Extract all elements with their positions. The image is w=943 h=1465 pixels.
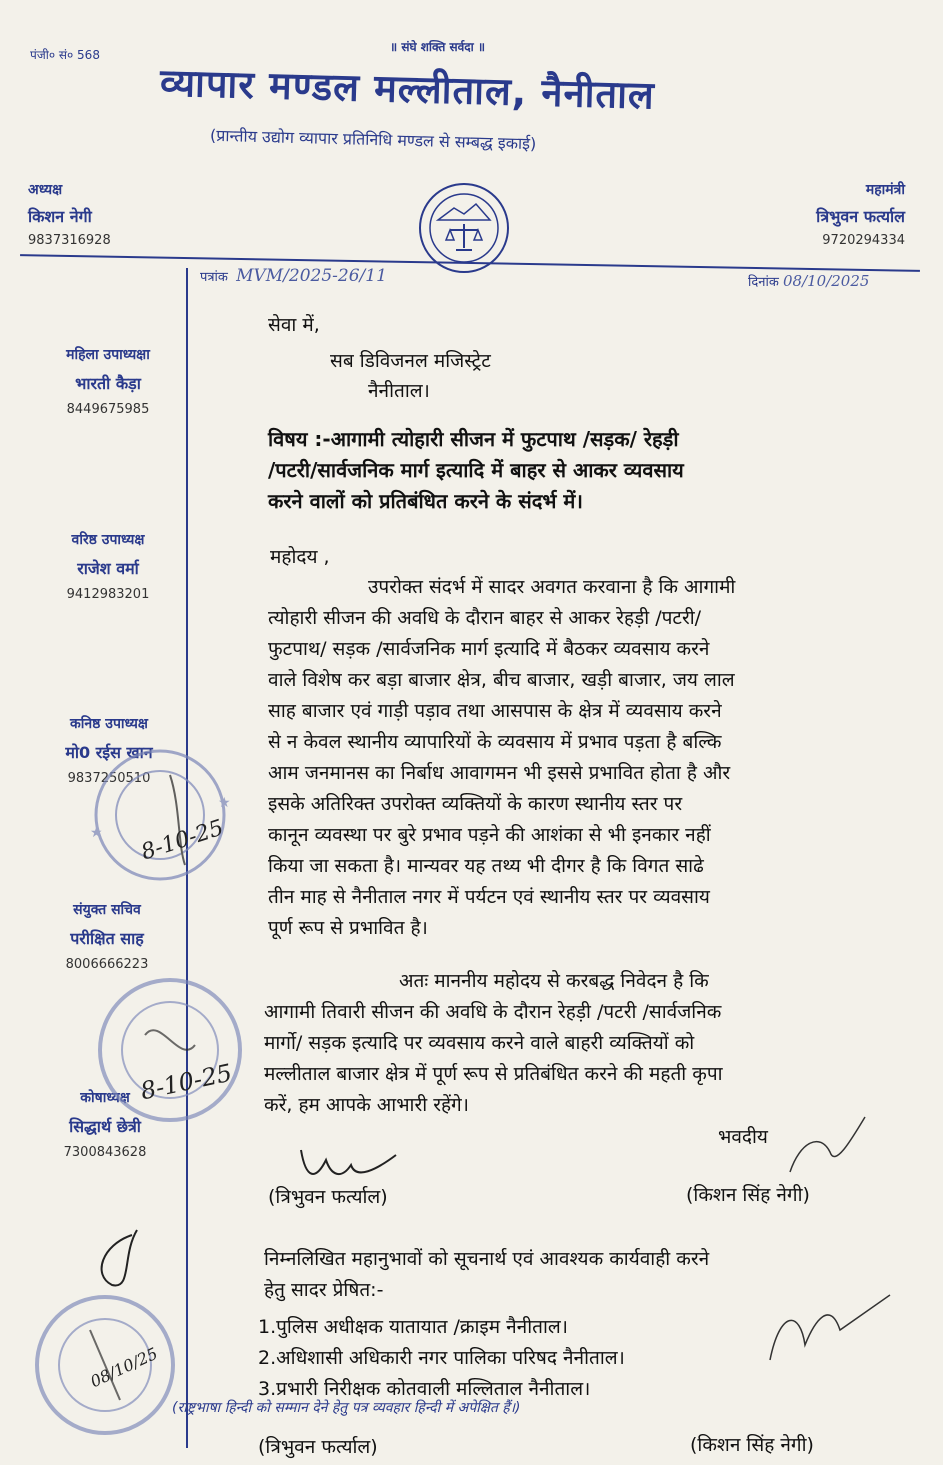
cc-intro-line: निम्नलिखित महानुभावों को सूचनार्थ एवं आवश्यक कार्यवाही करने bbox=[264, 1248, 710, 1270]
member-title: संयुक्त सचिव bbox=[73, 902, 141, 918]
para-line: मार्गो/ सड़क इत्यादि पर व्यवसाय करने वाले बाहरी व्यक्तियों को bbox=[264, 1032, 695, 1054]
para-line: मल्लीताल बाजार क्षेत्र में पूर्ण रूप से प्रतिबंधित करने की महती कृपा bbox=[264, 1063, 723, 1085]
president-phone: 9837316928 bbox=[28, 233, 111, 248]
subject-line: करने वालों को प्रतिबंधित करने के संदर्भ में। bbox=[268, 489, 583, 513]
member-name: भारती कैड़ा bbox=[75, 374, 141, 393]
para-line: आगामी तिवारी सीजन की अवधि के दौरान रेहड़ी /पटरी /सार्वजनिक bbox=[264, 1001, 722, 1023]
member-phone: 8449675985 bbox=[66, 402, 150, 417]
cc-intro-line: हेतु सादर प्रेषित:- bbox=[264, 1279, 384, 1301]
member-name: सिद्धार्थ छेत्री bbox=[69, 1117, 141, 1136]
president-title: अध्यक्ष bbox=[28, 182, 63, 198]
svg-text:★: ★ bbox=[90, 825, 103, 841]
para-line: किया जा सकता है। मान्यवर यह तथ्य भी दीगर है कि विगत साढे bbox=[268, 855, 704, 877]
member-phone: 8006666223 bbox=[65, 957, 149, 972]
member-phone: 9412983201 bbox=[66, 587, 150, 602]
para-line: पूर्ण रूप से प्रभावित है। bbox=[268, 917, 428, 939]
motto: ॥ संघे शक्ति सर्वदा ॥ bbox=[390, 40, 486, 54]
stamp-date-3: 08/10/25 bbox=[87, 1343, 161, 1392]
para-line: आम जनमानस का निर्बाध आवागमन भी इससे प्रभावित होता है और bbox=[268, 762, 731, 784]
subject bbox=[268, 424, 684, 517]
general-secretary-phone: 9720294334 bbox=[822, 233, 905, 248]
reference bbox=[200, 266, 387, 286]
subject-line: विषय :-आगामी त्योहारी सीजन में फुटपाथ /सड़क/ रेहड़ी bbox=[268, 427, 679, 451]
bottom-signatory-right: (किशन सिंह नेगी) bbox=[690, 1434, 814, 1456]
footer-note: (राष्ट्रभाषा हिन्दी को सम्मान देने हेतु पत्र व्यवहार हिन्दी में अपेक्षित हैं।) bbox=[172, 1400, 521, 1416]
date bbox=[748, 272, 869, 290]
date-label: दिनांक bbox=[748, 275, 779, 290]
salutation-to: सेवा में, bbox=[268, 314, 320, 336]
cc-item: 3.प्रभारी निरीक्षक कोतवाली मल्लिताल नैनीताल। bbox=[258, 1378, 591, 1400]
cc-list bbox=[258, 1312, 625, 1405]
president-name: किशन नेगी bbox=[28, 207, 92, 226]
para-line: साह बाजार एवं गाड़ी पड़ाव तथा आसपास के क्षेत्र में व्यवसाय करने bbox=[268, 700, 722, 722]
member-title: कोषाध्यक्ष bbox=[80, 1090, 130, 1106]
signatory-right: (किशन सिंह नेगी) bbox=[686, 1184, 810, 1206]
cc-item: 1.पुलिस अधीक्षक यातायात /क्राइम नैनीताल। bbox=[258, 1316, 568, 1338]
member-name: राजेश वर्मा bbox=[77, 559, 139, 578]
kotwali-stamp bbox=[60, 745, 250, 889]
date-value: 08/10/2025 bbox=[782, 272, 870, 290]
organization-affiliation: (प्रान्तीय उद्योग व्यापार प्रतिनिधि मण्डल से सम्बद्ध इकाई) bbox=[209, 125, 537, 154]
paragraph-2 bbox=[264, 966, 849, 1121]
member-name: परीक्षित साह bbox=[70, 929, 144, 948]
member-phone: 7300843628 bbox=[63, 1145, 147, 1160]
para-line: से न केवल स्थानीय व्यापारियों के व्यवसाय में प्रभाव पड़ता है बल्कि bbox=[268, 731, 722, 753]
recipient-line-2: नैनीताल। bbox=[368, 380, 430, 402]
sidebar-member-2 bbox=[38, 530, 178, 602]
para-line: इसके अतिरिक्त उपरोक्त व्यक्तियों के कारण स्थानीय स्तर पर bbox=[268, 793, 683, 815]
member-title: कनिष्ठ उपाध्यक्ष bbox=[70, 716, 148, 732]
paragraph-1 bbox=[268, 572, 848, 944]
para-line: त्योहारी सीजन की अवधि के दौरान बाहर से आकर रेहड़ी /पटरी/ bbox=[268, 607, 702, 629]
registration-number: पंजी० सं० 568 bbox=[30, 48, 100, 62]
member-name: मो0 रईस खान bbox=[65, 743, 153, 762]
svg-text:★: ★ bbox=[218, 795, 231, 811]
general-secretary-name: त्रिभुवन फर्त्याल bbox=[816, 207, 905, 226]
recipient-line-1: सब डिविजनल मजिस्ट्रेट bbox=[330, 350, 491, 372]
organization-name: व्यापार मण्डल मल्लीताल, नैनीताल bbox=[159, 60, 656, 118]
bottom-signatory-left: (त्रिभुवन फर्त्याल) bbox=[258, 1436, 378, 1458]
para-line: कानून व्यवस्था पर बुरे प्रभाव पड़ने की आशंका से भी इनकार नहीं bbox=[268, 824, 711, 846]
initials-signature bbox=[82, 1225, 162, 1299]
general-secretary-title: महामंत्री bbox=[865, 182, 905, 198]
para-line: अतः माननीय महोदय से करबद्ध निवेदन है कि bbox=[399, 970, 709, 992]
para-line: फुटपाथ/ सड़क /सार्वजनिक मार्ग इत्यादि में बैठकर व्यवसाय करने bbox=[268, 638, 710, 660]
member-title: वरिष्ठ उपाध्यक्ष bbox=[71, 532, 145, 548]
closing: भवदीय bbox=[718, 1126, 768, 1148]
cc-intro bbox=[264, 1244, 709, 1306]
member-phone: 9837250510 bbox=[67, 771, 151, 786]
para-line: करें, हम आपके आभारी रहेंगे। bbox=[264, 1094, 469, 1116]
received-stamp bbox=[85, 975, 255, 1129]
signature-cc bbox=[760, 1290, 900, 1374]
signatory-left: (त्रिभुवन फर्त्याल) bbox=[268, 1186, 388, 1208]
subject-line: /पटरी/सार्वजनिक मार्ग इत्यादि में बाहर से आकर व्यवसाय bbox=[268, 458, 684, 482]
president-block bbox=[28, 180, 111, 248]
sidebar-member-1 bbox=[38, 345, 178, 417]
stamp-date-1: 8-10-25 bbox=[138, 815, 227, 866]
general-secretary-block bbox=[760, 180, 905, 248]
greeting: महोदय , bbox=[270, 546, 330, 568]
para-line: तीन माह से नैनीताल नगर में पर्यटन एवं स्थानीय स्तर पर व्यवसाय bbox=[268, 886, 710, 908]
stamp-date-2: 8-10-25 bbox=[138, 1058, 235, 1106]
para-line: उपरोक्त संदर्भ में सादर अवगत करवाना है कि आगामी bbox=[368, 576, 736, 598]
cc-item: 2.अधिशासी अधिकारी नगर पालिका परिषद नैनीताल। bbox=[258, 1347, 625, 1369]
member-title: महिला उपाध्यक्षा bbox=[66, 347, 150, 363]
reference-label: पत्रांक bbox=[200, 270, 228, 285]
reference-value: MVM/2025-26/11 bbox=[236, 266, 387, 286]
para-line: वाले विशेष कर बड़ा बाजार क्षेत्र, बीच बाजार, खड़ी बाजार, जय लाल bbox=[268, 669, 735, 691]
sidebar-member-4 bbox=[32, 900, 182, 972]
